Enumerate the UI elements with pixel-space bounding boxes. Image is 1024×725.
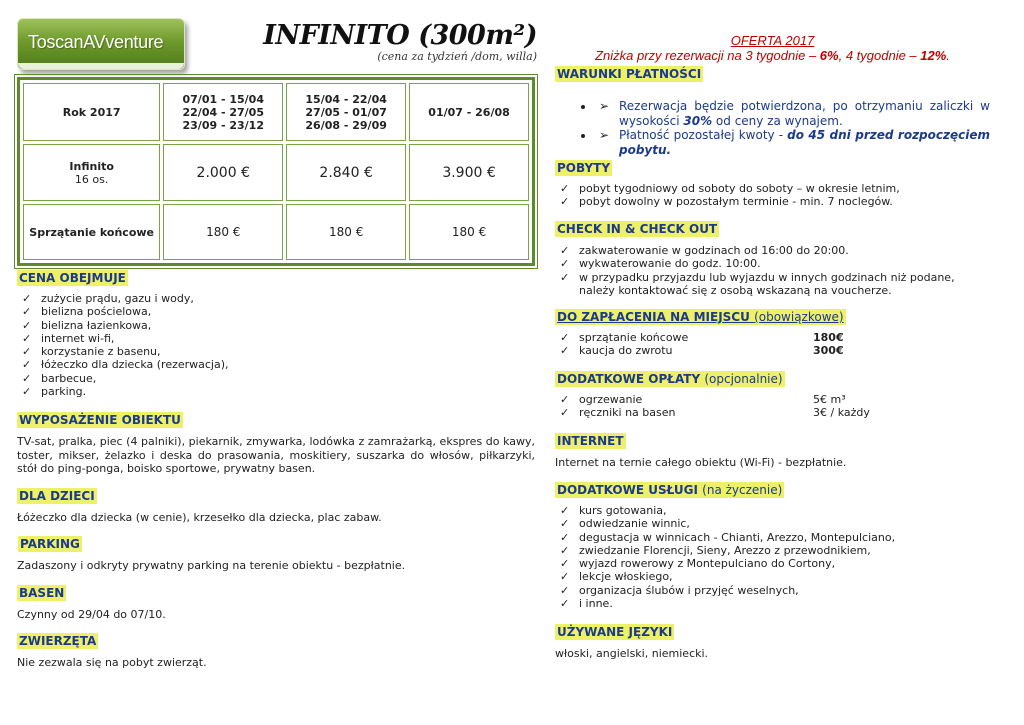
logo-text: ToscanAVventure (28, 32, 164, 52)
section-pobyty: POBYTY (557, 161, 611, 175)
offer-pct-4w: 12% (920, 48, 947, 63)
checkin-item: ✓ w przypadku przyjazdu lub wyjazdu w innych godzinach niż podane, należy kontaktować się z osobą wskazaną na voucherze. (555, 271, 990, 298)
period-line: 07/01 - 15/04 (182, 92, 264, 106)
extra-fee-label: ogrzewanie (579, 393, 643, 406)
section-basen: BASEN (19, 586, 65, 600)
section-do-zaplacenia (555, 309, 846, 325)
period-line: 01/07 - 26/08 (428, 105, 510, 119)
included-item: ✓ bielizna łazienkowa, (17, 319, 537, 332)
service-item: ✓ odwiedzanie winnic, (555, 517, 990, 530)
extra-fee-value: 3€ / każdy (813, 406, 870, 420)
stay-item: ✓ pobyt dowolny w pozostałym terminie - min. 7 noclegów. (555, 195, 990, 208)
included-item: ✓ parking. (17, 385, 537, 398)
offer-text-a: Zniżka przy rezerwacji na 3 tygodnie – (595, 48, 820, 63)
infinito-label: Infinito (69, 159, 114, 173)
jezyki-text: włoski, angielski, niemiecki. (555, 647, 709, 660)
warunki-list (555, 88, 990, 168)
cleaning-price-cell: 180 € (286, 204, 406, 260)
warunki-item1-b: od ceny za wynajem. (712, 113, 843, 128)
warunki-item (595, 128, 990, 157)
section-warunki: WARUNKI PŁATNOŚCI (557, 67, 702, 81)
dla-dzieci-text: Łóżeczko dla dziecka (w cenie), krzesełko dla dziecka, plac zabaw. (17, 511, 382, 524)
warunki-item (595, 99, 990, 128)
cleaning-price-cell: 180 € (163, 204, 283, 260)
page-subtitle: (cena za tydzień /dom, willa) (377, 50, 537, 63)
dodatkowe-uslugi-list (555, 504, 990, 610)
price-cell: 2.840 € (286, 144, 406, 201)
section-wyposazenie: WYPOSAŻENIE OBIEKTU (19, 413, 181, 427)
page-title: INFINITO (300m²) (263, 20, 537, 51)
period-col-3 (409, 83, 529, 141)
dodatkowe-uslugi-paren: (na życzenie) (702, 483, 783, 497)
section-zwierzeta: ZWIERZĘTA (19, 634, 97, 648)
price-cell: 3.900 € (409, 144, 529, 201)
fee-item (555, 331, 990, 344)
included-item: ✓ korzystanie z basenu, (17, 345, 537, 358)
included-item: ✓ zużycie prądu, gazu i wody, (17, 292, 537, 305)
cena-obejmuje-list (17, 292, 537, 398)
section-cena-obejmuje: CENA OBEJMUJE (19, 271, 126, 285)
zwierzeta-text: Nie zezwala się na pobyt zwierząt. (17, 656, 207, 669)
fee-label: sprzątanie końcowe (579, 331, 689, 344)
warunki-item1-pct: 30% (683, 113, 713, 128)
cleaning-price-cell: 180 € (409, 204, 529, 260)
service-item: ✓ kurs gotowania, (555, 504, 990, 517)
section-jezyki: UŻYWANE JĘZYKI (557, 625, 673, 639)
do-zaplacenia-list (555, 331, 990, 358)
included-item: ✓ barbecue, (17, 372, 537, 385)
basen-text: Czynny od 29/04 do 07/10. (17, 608, 166, 621)
warunki-item1-a: Rezerwacja będzie potwierdzona, po otrzymaniu zaliczki w wysokości (619, 99, 990, 128)
included-item: ✓ łóżeczko dla dziecka (rezerwacja), (17, 358, 537, 371)
wyposazenie-text: TV-sat, pralka, piec (4 palniki), piekarnik, zmywarka, lodówka z zamrażarką, ekspres do kawy, toster, mikser, żelazko i deska do prasowania, moskitiery, suszarka do włosów, piłkarzyki, stół do ping-ponga, boisko sportowe, prywatny basen. (17, 435, 535, 475)
year-header: Rok 2017 (23, 83, 160, 141)
offer-pct-3w: 6% (819, 48, 839, 63)
service-item: ✓ degustacja w winnicach - Chianti, Arezzo, Montepulciano, (555, 531, 990, 544)
service-item: ✓ wyjazd rowerowy z Montepulciano do Cortony, (555, 557, 990, 570)
period-line: 23/09 - 23/12 (182, 118, 264, 132)
extra-fee-item (555, 406, 990, 419)
fee-label: kaucja do zwrotu (579, 344, 673, 358)
section-internet: INTERNET (557, 434, 624, 448)
period-line: 15/04 - 22/04 (305, 92, 387, 106)
period-line: 26/08 - 29/09 (305, 118, 387, 132)
fee-item (555, 344, 990, 357)
fee-value: 180€ (813, 331, 844, 344)
section-dodatkowe-oplaty (555, 371, 785, 387)
stay-item: ✓ pobyt tygodniowy od soboty do soboty – w okresie letnim, (555, 182, 990, 195)
cleaning-label: Sprzątanie końcowe (23, 204, 160, 260)
included-item: ✓ internet wi-fi, (17, 332, 537, 345)
included-item: ✓ bielizna pościelowa, (17, 305, 537, 318)
internet-text: Internet na ternie całego obiektu (Wi-Fi) - bezpłatnie. (555, 456, 847, 469)
infinito-capacity: 16 os. (74, 172, 109, 186)
checkin-item: ✓ zakwaterowanie w godzinach od 16:00 do 20:00. (555, 244, 990, 257)
parking-text: Zadaszony i odkryty prywatny parking na terenie obiektu - bezpłatnie. (17, 559, 406, 572)
checkin-list (555, 244, 990, 297)
toscanavventure-logo (17, 18, 185, 70)
price-cell: 2.000 € (163, 144, 283, 201)
infinito-label-cell (23, 144, 160, 201)
dodatkowe-uslugi-title: DODATKOWE USŁUGI (557, 483, 698, 497)
dodatkowe-oplaty-paren: (opcjonalnie) (704, 372, 783, 386)
offer-text-b: , 4 tygodnie – (838, 48, 921, 63)
offer-block (555, 33, 990, 63)
dodatkowe-oplaty-list (555, 393, 990, 420)
extra-fee-value: 5€ m³ (813, 393, 846, 406)
fee-value: 300€ (813, 344, 844, 358)
price-table (17, 77, 535, 266)
extra-fee-item (555, 393, 990, 406)
pobyty-list (555, 182, 990, 209)
offer-heading: OFERTA 2017 (730, 33, 815, 48)
offer-text-end: . (946, 48, 950, 63)
do-zaplacenia-paren: (obowiązkowe) (754, 310, 844, 324)
offer-text (555, 48, 990, 63)
service-item: ✓ organizacja ślubów i przyjęć weselnych, (555, 584, 990, 597)
dodatkowe-oplaty-title: DODATKOWE OPŁATY (557, 372, 701, 386)
service-item: ✓ i inne. (555, 597, 990, 610)
period-col-2 (286, 83, 406, 141)
period-col-1 (163, 83, 283, 141)
do-zaplacenia-title: DO ZAPŁACENIA NA MIEJSCU (557, 310, 750, 324)
checkin-item: ✓ wykwaterowanie do godz. 10:00. (555, 257, 990, 270)
service-item: ✓ lekcje włoskiego, (555, 570, 990, 583)
period-line: 27/05 - 01/07 (305, 105, 387, 119)
section-dla-dzieci: DLA DZIECI (19, 489, 95, 503)
period-line: 22/04 - 27/05 (182, 105, 264, 119)
service-item: ✓ zwiedzanie Florencji, Sieny, Arezzo z przewodnikiem, (555, 544, 990, 557)
section-dodatkowe-uslugi (555, 482, 784, 498)
section-checkin: CHECK IN & CHECK OUT (557, 222, 718, 236)
title-block (263, 20, 537, 63)
warunki-item2-b: do 45 dni przed rozpoczęciem pobytu. (619, 128, 990, 157)
extra-fee-label: ręczniki na basen (579, 406, 676, 420)
section-parking: PARKING (20, 537, 80, 551)
warunki-item2-a: Płatność pozostałej kwoty - (619, 128, 788, 142)
